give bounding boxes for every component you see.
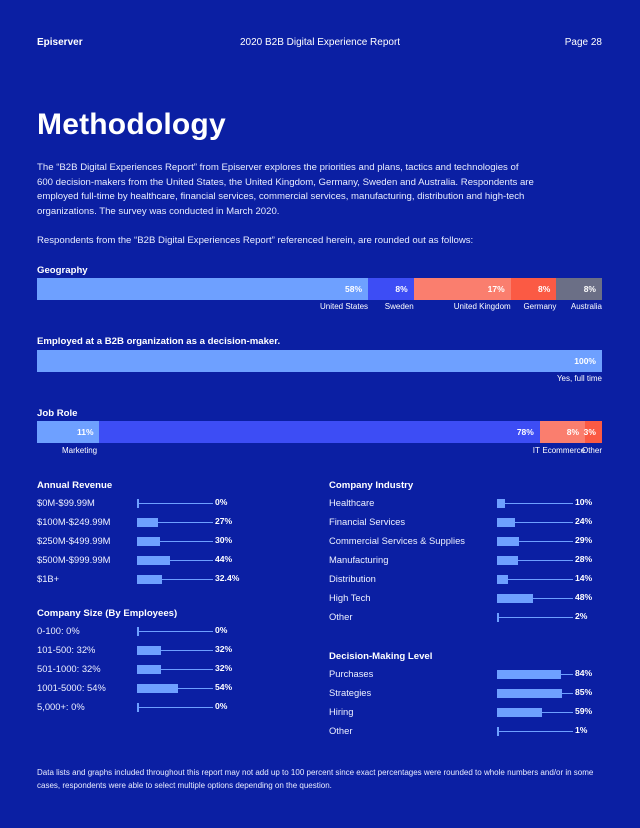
row-bar xyxy=(137,684,178,693)
annual-revenue-row xyxy=(37,494,267,513)
geography-bar xyxy=(37,278,602,300)
geography-segment-value: 8% xyxy=(538,284,551,294)
row-bar xyxy=(137,499,139,508)
row-bar xyxy=(137,518,158,527)
footnote: Data lists and graphs included throughout this report may not add up to 100 percent since exact percentages were rounded to whole numbers and/or in some cases, respondents were able to select multiple options depending on the question. xyxy=(37,768,594,790)
page-number: Page 28 xyxy=(564,37,602,48)
row-value: 29% xyxy=(575,535,593,545)
job-role-segment-value: 11% xyxy=(77,427,94,437)
row-label: 501-1000: 32% xyxy=(37,663,101,674)
company-size-row xyxy=(37,660,267,679)
company-size-row xyxy=(37,641,267,660)
row-bar xyxy=(497,689,562,698)
decision-level-list xyxy=(329,665,599,741)
row-value: 32% xyxy=(215,663,233,673)
decision-level-row xyxy=(329,703,599,722)
job-role-segment xyxy=(585,421,602,443)
job-role-caption: Marketing xyxy=(62,446,98,455)
geography-caption: United States xyxy=(319,302,369,311)
report-title: 2020 B2B Digital Experience Report xyxy=(239,37,401,48)
employed-title: Employed at a B2B organization as a decision-maker. xyxy=(37,336,281,347)
row-label: Purchases xyxy=(329,668,374,679)
geography-segment-value: 8% xyxy=(583,284,596,294)
annual-revenue-title: Annual Revenue xyxy=(37,480,113,491)
company-industry-row xyxy=(329,494,599,513)
company-industry-row xyxy=(329,551,599,570)
company-size-title: Company Size (By Employees) xyxy=(37,608,178,619)
annual-revenue-list xyxy=(37,494,267,589)
company-size-row xyxy=(37,622,267,641)
row-value: 54% xyxy=(215,682,233,692)
row-label: Strategies xyxy=(329,687,372,698)
geography-segment-value: 17% xyxy=(487,284,505,294)
row-value: 48% xyxy=(575,592,593,602)
job-role-segment-value: 78% xyxy=(516,427,534,437)
company-industry-row xyxy=(329,570,599,589)
geography-segment-value: 58% xyxy=(344,284,362,294)
job-role-segment xyxy=(99,421,540,443)
row-label: Distribution xyxy=(329,573,376,584)
row-label: $0M-$99.99M xyxy=(37,497,95,508)
row-bar xyxy=(497,670,561,679)
geography-segment xyxy=(368,278,414,300)
row-track xyxy=(137,631,213,632)
job-role-segment-value: 3% xyxy=(583,427,596,437)
job-role-captions xyxy=(37,446,602,458)
row-track xyxy=(497,579,573,580)
row-bar xyxy=(137,665,161,674)
row-value: 24% xyxy=(575,516,593,526)
employed-captions xyxy=(37,374,602,386)
row-bar xyxy=(497,708,542,717)
job-role-segment xyxy=(540,421,585,443)
row-label: Other xyxy=(329,611,353,622)
row-label: Financial Services xyxy=(329,516,406,527)
geography-title: Geography xyxy=(37,265,88,276)
decision-level-row xyxy=(329,684,599,703)
intro-paragraph: The “B2B Digital Experiences Report” from Episerver explores the priorities and plans, tactics and technologies of 600 decision-makers from the United States, the United Kingdom, Germany, Sweden and Australia. Respondents are employed full-time by healthcare, financial services, commercial services, manufacturing, distribution and high-tech organizations. The survey was conducted in March 2020. xyxy=(37,162,534,217)
company-size-row xyxy=(37,698,267,717)
geography-caption: Sweden xyxy=(384,302,414,311)
row-track xyxy=(137,503,213,504)
employed-caption: Yes, full time xyxy=(556,374,602,383)
geography-segment xyxy=(37,278,368,300)
geography-caption: Germany xyxy=(523,302,557,311)
company-industry-row xyxy=(329,532,599,551)
row-value: 14% xyxy=(575,573,593,583)
brand-name: Episerver xyxy=(37,37,83,48)
row-value: 28% xyxy=(575,554,593,564)
annual-revenue-row xyxy=(37,513,267,532)
row-value: 27% xyxy=(215,516,233,526)
row-bar xyxy=(497,499,505,508)
row-value: 84% xyxy=(575,668,593,678)
decision-level-row xyxy=(329,722,599,741)
row-track xyxy=(497,503,573,504)
row-value: 44% xyxy=(215,554,233,564)
company-industry-row xyxy=(329,589,599,608)
row-bar xyxy=(497,537,519,546)
row-label: $250M-$499.99M xyxy=(37,535,111,546)
row-label: Hiring xyxy=(329,706,354,717)
row-value: 0% xyxy=(215,497,228,507)
row-value: 59% xyxy=(575,706,593,716)
row-label: Manufacturing xyxy=(329,554,389,565)
row-label: $100M-$249.99M xyxy=(37,516,111,527)
row-label: $500M-$999.99M xyxy=(37,554,111,565)
row-track xyxy=(497,617,573,618)
row-bar xyxy=(137,556,170,565)
geography-caption: United Kingdom xyxy=(453,302,511,311)
annual-revenue-row xyxy=(37,570,267,589)
geography-segment xyxy=(511,278,557,300)
row-value: 0% xyxy=(215,625,228,635)
row-bar xyxy=(497,518,515,527)
job-role-segment xyxy=(37,421,99,443)
annual-revenue-row xyxy=(37,551,267,570)
employed-segment xyxy=(37,350,602,372)
geography-captions xyxy=(37,302,602,314)
row-label: Commercial Services & Supplies xyxy=(329,535,465,546)
row-bar xyxy=(137,575,162,584)
row-value: 1% xyxy=(575,725,588,735)
row-bar xyxy=(137,646,161,655)
row-value: 30% xyxy=(215,535,233,545)
row-track xyxy=(137,707,213,708)
geography-segment xyxy=(414,278,511,300)
row-bar xyxy=(497,727,499,736)
row-track xyxy=(497,731,573,732)
row-value: 2% xyxy=(575,611,588,621)
row-label: 5,000+: 0% xyxy=(37,701,85,712)
employed-segment-value: 100% xyxy=(574,356,596,366)
decision-level-title: Decision-Making Level xyxy=(329,651,433,662)
decision-level-row xyxy=(329,665,599,684)
row-bar xyxy=(137,537,160,546)
row-label: Healthcare xyxy=(329,497,375,508)
row-label: $1B+ xyxy=(37,573,60,584)
geography-caption: Australia xyxy=(570,302,602,311)
row-label: High Tech xyxy=(329,592,371,603)
job-role-caption: IT xyxy=(532,446,540,455)
row-value: 85% xyxy=(575,687,593,697)
job-role-segment-value: 8% xyxy=(566,427,580,437)
geography-segment-value: 8% xyxy=(395,284,408,294)
page-title: Methodology xyxy=(37,108,226,141)
job-role-caption: Other xyxy=(581,446,602,455)
company-industry-title: Company Industry xyxy=(329,480,414,491)
row-bar xyxy=(137,627,139,636)
company-size-list xyxy=(37,622,267,717)
employed-bar xyxy=(37,350,602,372)
row-bar xyxy=(497,613,499,622)
row-value: 32% xyxy=(215,644,233,654)
row-bar xyxy=(137,703,139,712)
intro-subparagraph: Respondents from the “B2B Digital Experiences Report” referenced herein, are rounded out as follows: xyxy=(37,235,474,246)
row-label: 0-100: 0% xyxy=(37,625,80,636)
row-bar xyxy=(497,594,533,603)
geography-segment xyxy=(556,278,602,300)
row-value: 0% xyxy=(215,701,228,711)
job-role-title: Job Role xyxy=(37,408,78,419)
job-role-caption: Ecommerce xyxy=(542,446,586,455)
row-value: 32.4% xyxy=(215,573,240,583)
annual-revenue-row xyxy=(37,532,267,551)
company-size-row xyxy=(37,679,267,698)
company-industry-row xyxy=(329,608,599,627)
row-label: 101-500: 32% xyxy=(37,644,96,655)
row-bar xyxy=(497,575,508,584)
company-industry-list xyxy=(329,494,599,627)
row-label: Other xyxy=(329,725,353,736)
company-industry-row xyxy=(329,513,599,532)
row-value: 10% xyxy=(575,497,593,507)
row-bar xyxy=(497,556,518,565)
row-label: 1001-5000: 54% xyxy=(37,682,106,693)
job-role-bar xyxy=(37,421,602,443)
